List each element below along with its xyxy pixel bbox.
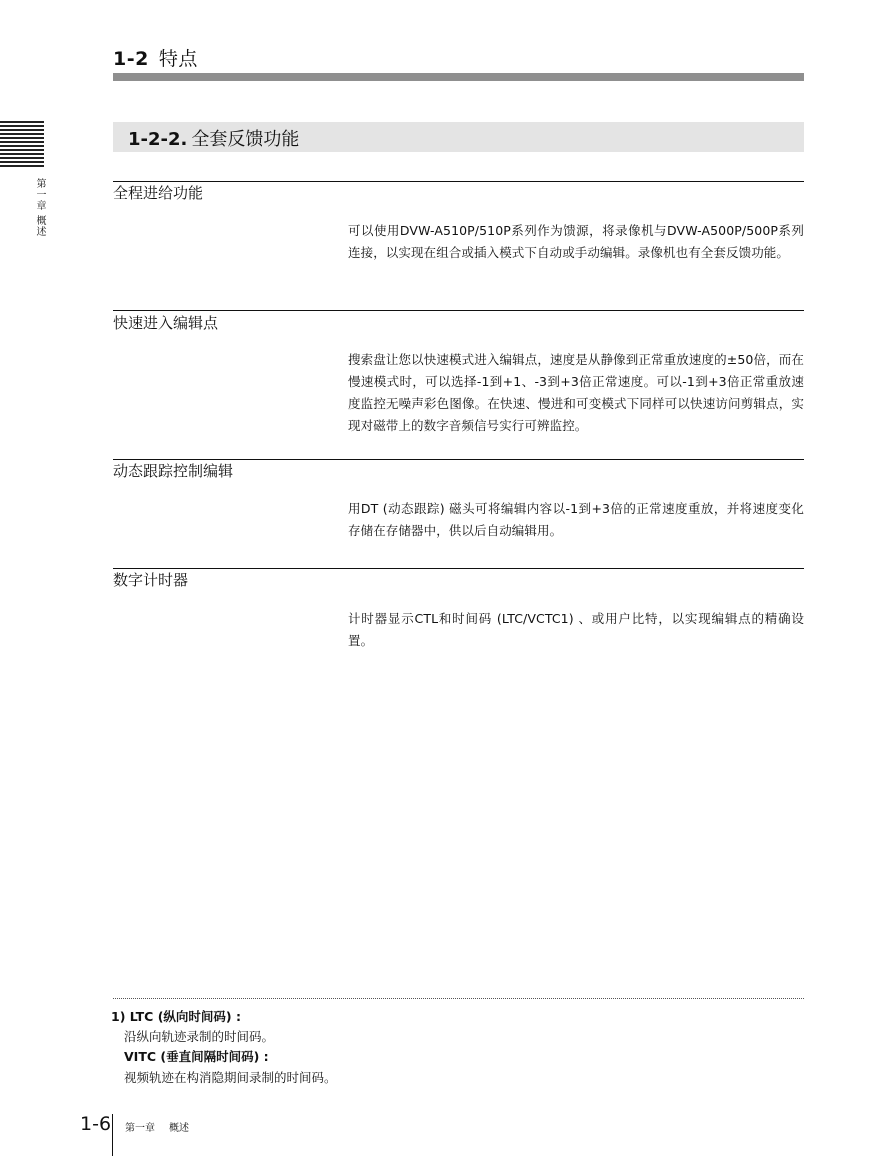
footnote-ltc-term: 1) LTC (纵向时间码) : <box>111 1009 241 1024</box>
footnote-vitc-definition: 视频轨迹在构消隐期间录制的时间码。 <box>124 1070 337 1085</box>
footnote-divider <box>113 998 804 999</box>
feature-title-dynamic-tracking: 动态跟踪控制编辑 <box>113 462 234 480</box>
thumb-index-tab <box>0 121 44 167</box>
page-number: 1-6 <box>80 1113 112 1135</box>
feature-body-dynamic-tracking: 用DT (动态跟踪) 磁头可将编辑内容以-1到+3倍的正常速度重放，并将速度变化存储在存储器中，供以后自动编辑用。 <box>348 501 804 538</box>
feature-divider <box>113 568 804 569</box>
chapter-number: 1-2 <box>113 48 149 70</box>
footer-chapter <box>125 1119 189 1134</box>
footnote-vitc-term: VITC (垂直间隔时间码) : <box>124 1049 269 1064</box>
feature-divider <box>113 181 804 182</box>
feature-title-edit-point-access: 快速进入编辑点 <box>113 314 219 332</box>
section-number: 1-2-2. <box>128 129 188 150</box>
feature-body-digital-timer: 计时器显示CTL和时间码 (LTC/VCTC1) 、或用户比特，以实现编辑点的精确设置。 <box>348 611 804 648</box>
section-heading <box>113 122 804 152</box>
feature-title-full-feed: 全程进给功能 <box>113 184 204 202</box>
feature-body-full-feed: 可以使用DVW-A510P/510P系列作为馈源，将录像机与DVW-A500P/500P系列连接，以实现在组合或插入模式下自动或手动编辑。录像机也有全套反馈功能。 <box>348 223 804 260</box>
feature-title-digital-timer: 数字计时器 <box>113 571 189 589</box>
feature-body-edit-point-access: 搜索盘让您以快速模式进入编辑点，速度是从静像到正常重放速度的±50倍，而在慢速模式时，可以选择-1到+1、-3到+3倍正常速度。可以-1到+3倍正常重放速度监控无噪声彩色图像。在快速、慢进和可变模式下同样可以快速访问剪辑点，实现对磁带上的数字音频信号实行可辨监控。 <box>348 352 804 433</box>
footer-chapter-label: 第一章 <box>125 1123 155 1134</box>
section-title: 全套反馈功能 <box>191 129 300 150</box>
side-chapter-label: 第一章 概述 <box>34 178 45 238</box>
chapter-title: 特点 <box>158 48 198 70</box>
feature-divider <box>113 310 804 311</box>
footnote-ltc-definition: 沿纵向轨迹录制的时间码。 <box>124 1029 275 1044</box>
chapter-heading <box>113 44 198 71</box>
heading-bar <box>113 73 804 81</box>
footer-divider <box>112 1114 113 1156</box>
footer-chapter-name: 概述 <box>169 1123 189 1134</box>
